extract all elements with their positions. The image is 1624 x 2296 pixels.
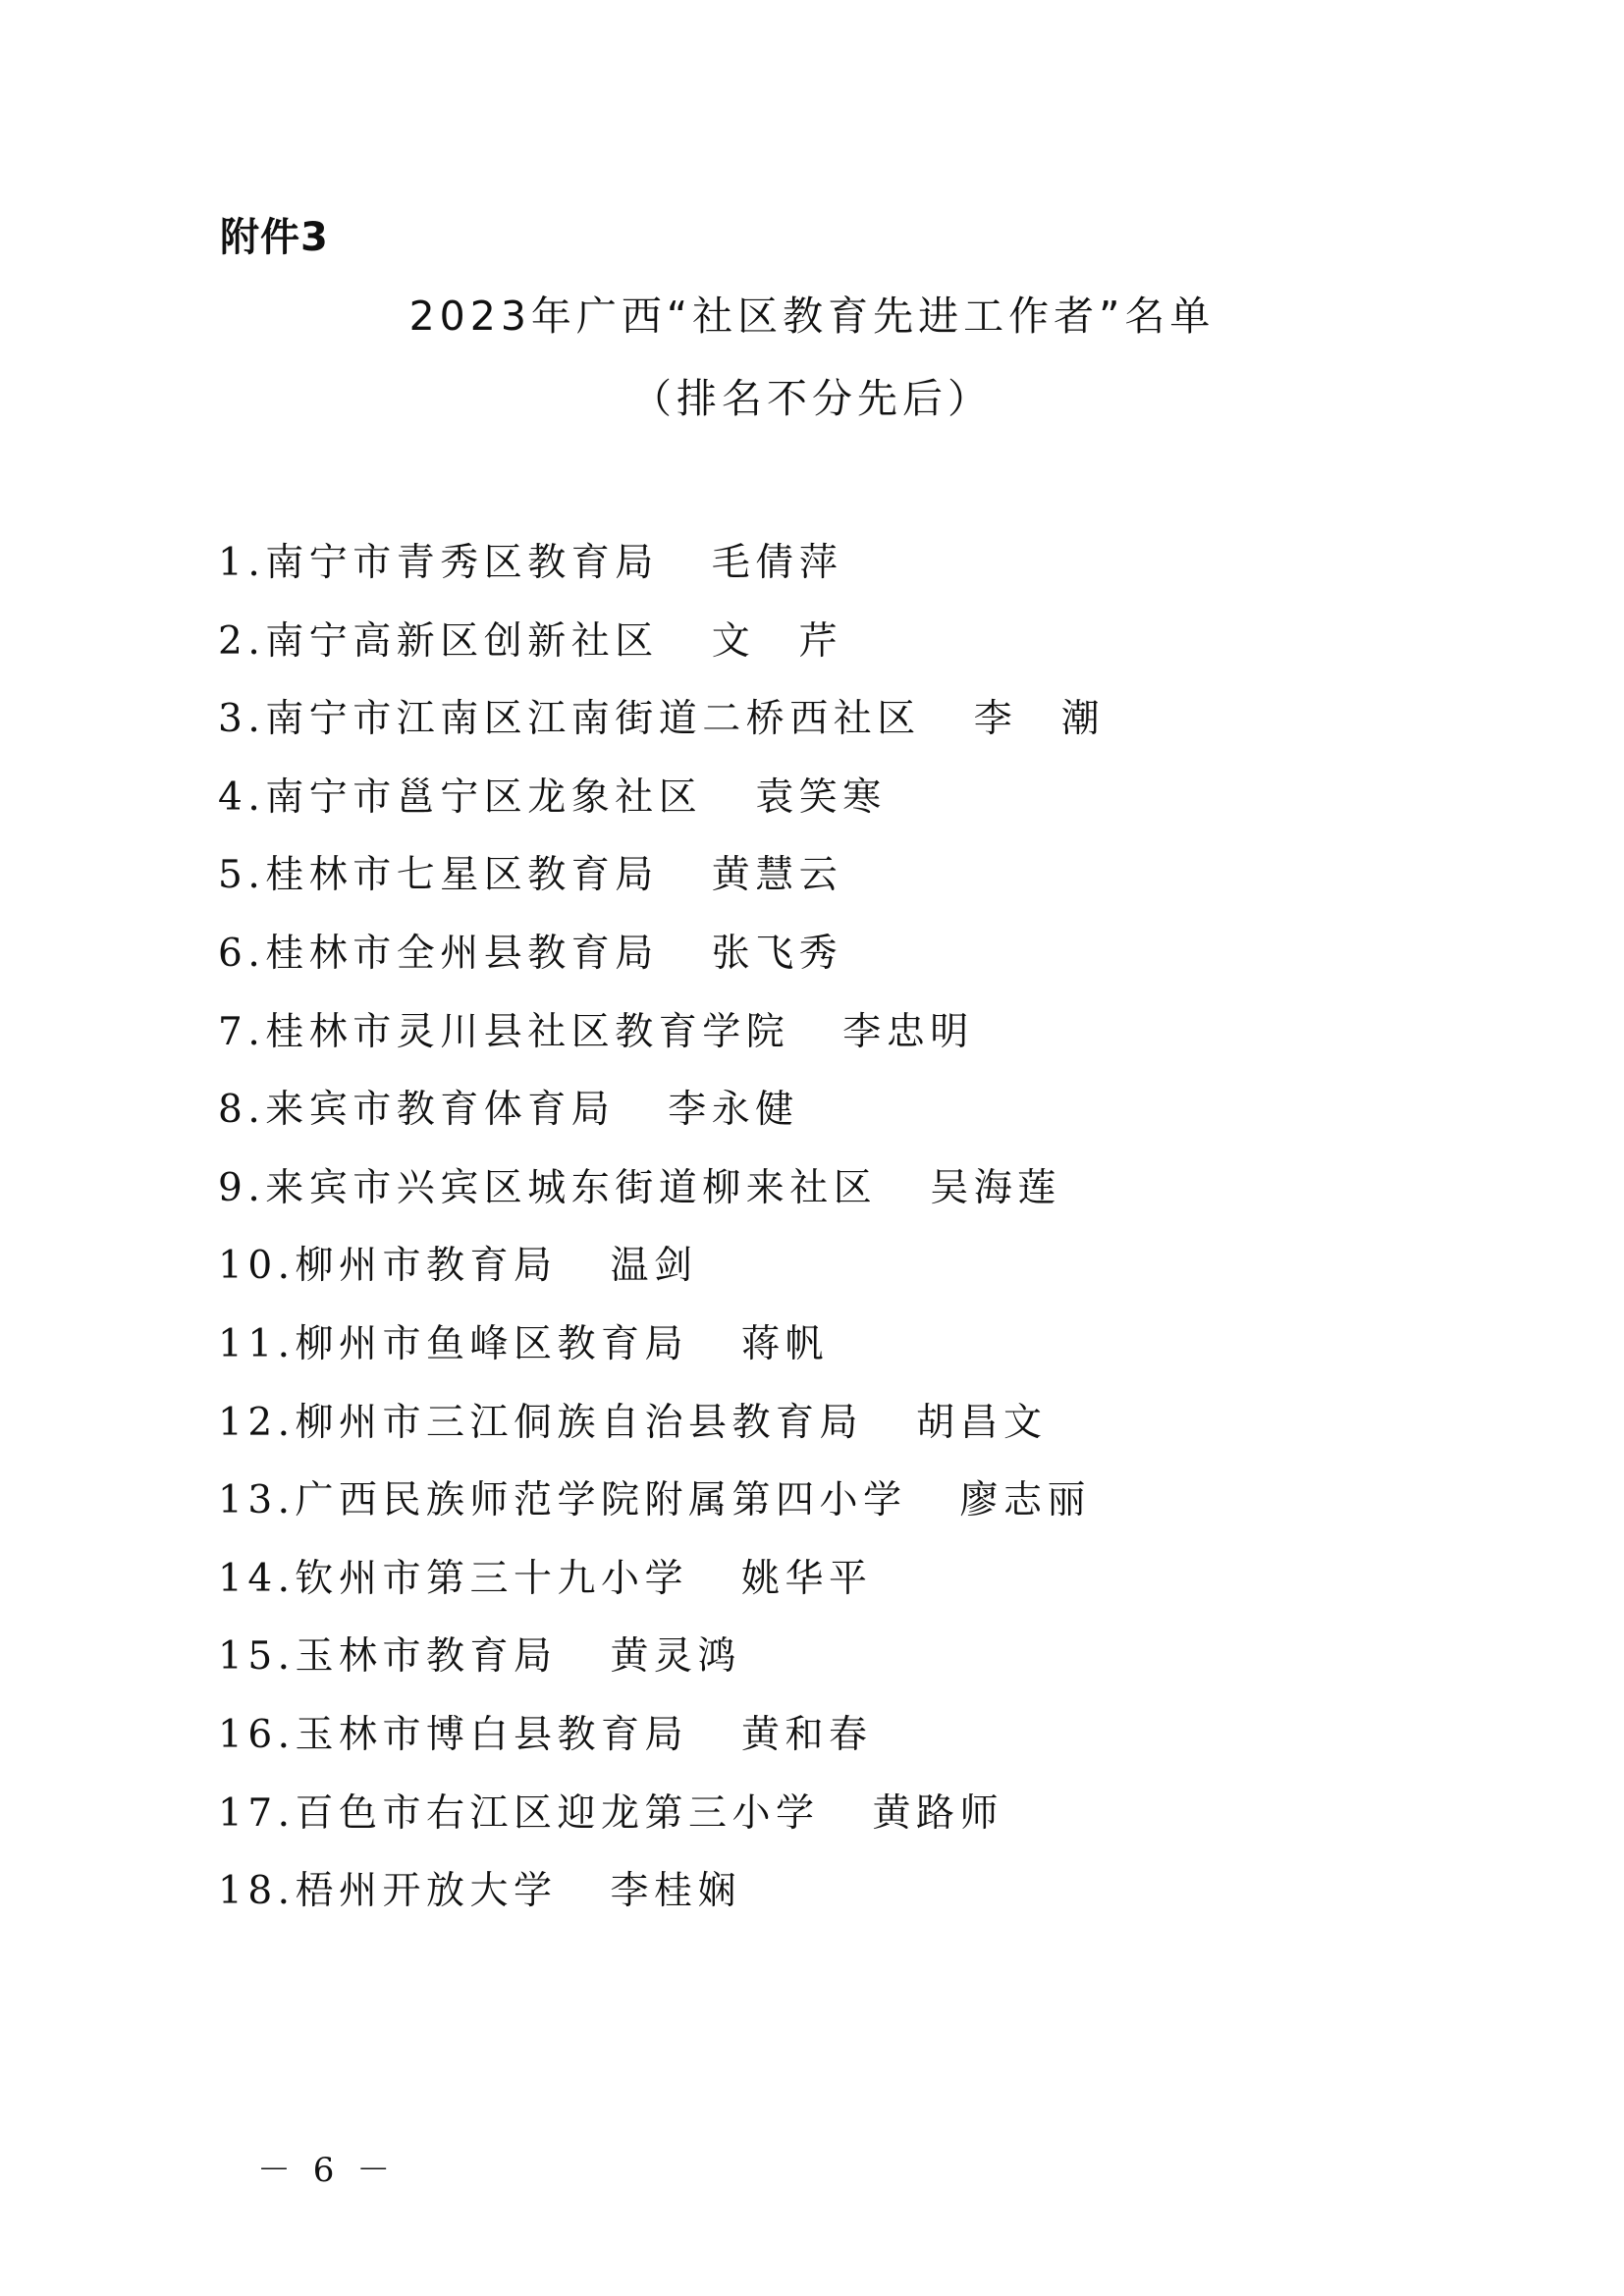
list-item bbox=[218, 1237, 1105, 1315]
list-item bbox=[218, 1785, 1105, 1863]
person-name: 张飞秀 bbox=[711, 931, 843, 976]
attachment-label: 附件3 bbox=[220, 215, 329, 260]
person-name: 黄和春 bbox=[741, 1712, 873, 1757]
list-item bbox=[218, 1862, 1105, 1941]
organization: 来宾市教育体育局 bbox=[265, 1088, 616, 1133]
page-number: － 6 － bbox=[257, 2151, 397, 2190]
item-number: 6. bbox=[218, 931, 266, 976]
document-title: 2023年广西“社区教育先进工作者”名单 bbox=[408, 293, 1216, 340]
list-item bbox=[218, 1315, 1105, 1394]
list-item bbox=[218, 1159, 1105, 1238]
list-item bbox=[218, 1706, 1105, 1785]
person-name: 廖志丽 bbox=[959, 1478, 1092, 1523]
list-item bbox=[218, 846, 1105, 925]
item-number: 12. bbox=[218, 1400, 296, 1445]
organization: 桂林市全州县教育局 bbox=[265, 931, 659, 976]
person-name: 蒋帆 bbox=[741, 1321, 830, 1366]
person-name: 李忠明 bbox=[842, 1009, 974, 1054]
list-item bbox=[218, 1081, 1105, 1159]
person-name: 黄慧云 bbox=[711, 853, 843, 898]
item-number: 15. bbox=[218, 1634, 296, 1680]
person-name: 毛倩萍 bbox=[711, 541, 843, 585]
item-number: 18. bbox=[218, 1869, 296, 1914]
item-number: 9. bbox=[218, 1165, 266, 1210]
organization: 玉林市博白县教育局 bbox=[295, 1712, 689, 1757]
item-number: 1. bbox=[218, 541, 266, 585]
organization: 柳州市三江侗族自治县教育局 bbox=[295, 1400, 864, 1445]
organization: 柳州市鱼峰区教育局 bbox=[295, 1321, 689, 1366]
list-item bbox=[218, 769, 1105, 847]
item-number: 13. bbox=[218, 1478, 296, 1523]
item-number: 7. bbox=[218, 1009, 266, 1054]
organization: 百色市右江区迎龙第三小学 bbox=[295, 1790, 820, 1836]
person-name: 袁笑寒 bbox=[755, 774, 887, 820]
item-number: 4. bbox=[218, 774, 266, 820]
list-item bbox=[218, 534, 1105, 613]
person-name: 黄灵鸿 bbox=[610, 1634, 742, 1680]
honoree-list bbox=[218, 534, 1105, 1941]
item-number: 5. bbox=[218, 853, 266, 898]
person-name: 吴海莲 bbox=[930, 1165, 1061, 1210]
person-name: 李永健 bbox=[668, 1088, 799, 1133]
item-number: 10. bbox=[218, 1244, 296, 1289]
document-subtitle: （排名不分先后） bbox=[631, 375, 993, 422]
organization: 梧州开放大学 bbox=[295, 1869, 558, 1914]
organization: 桂林市七星区教育局 bbox=[265, 853, 659, 898]
organization: 南宁市邕宁区龙象社区 bbox=[265, 774, 703, 820]
list-item bbox=[218, 690, 1105, 769]
person-name: 文 芹 bbox=[711, 618, 843, 664]
organization: 玉林市教育局 bbox=[295, 1634, 558, 1680]
organization: 桂林市灵川县社区教育学院 bbox=[265, 1009, 790, 1054]
list-item bbox=[218, 1628, 1105, 1706]
person-name: 姚华平 bbox=[741, 1556, 873, 1601]
item-number: 16. bbox=[218, 1712, 296, 1757]
list-item bbox=[218, 1471, 1105, 1550]
organization: 钦州市第三十九小学 bbox=[295, 1556, 689, 1601]
person-name: 温剑 bbox=[610, 1244, 698, 1289]
person-name: 胡昌文 bbox=[916, 1400, 1048, 1445]
item-number: 2. bbox=[218, 618, 266, 664]
list-item bbox=[218, 613, 1105, 691]
person-name: 李 潮 bbox=[973, 697, 1106, 742]
item-number: 11. bbox=[218, 1321, 296, 1366]
list-item bbox=[218, 925, 1105, 1003]
item-number: 14. bbox=[218, 1556, 296, 1601]
organization: 来宾市兴宾区城东街道柳来社区 bbox=[265, 1165, 878, 1210]
item-number: 17. bbox=[218, 1790, 296, 1836]
item-number: 3. bbox=[218, 697, 266, 742]
list-item bbox=[218, 1394, 1105, 1472]
person-name: 黄路师 bbox=[872, 1790, 1004, 1836]
person-name: 李桂娴 bbox=[610, 1869, 742, 1914]
organization: 柳州市教育局 bbox=[295, 1244, 558, 1289]
list-item bbox=[218, 1003, 1105, 1082]
list-item bbox=[218, 1550, 1105, 1629]
organization: 南宁高新区创新社区 bbox=[265, 618, 659, 664]
organization: 广西民族师范学院附属第四小学 bbox=[295, 1478, 907, 1523]
item-number: 8. bbox=[218, 1088, 266, 1133]
organization: 南宁市江南区江南街道二桥西社区 bbox=[265, 697, 921, 742]
organization: 南宁市青秀区教育局 bbox=[265, 541, 659, 585]
